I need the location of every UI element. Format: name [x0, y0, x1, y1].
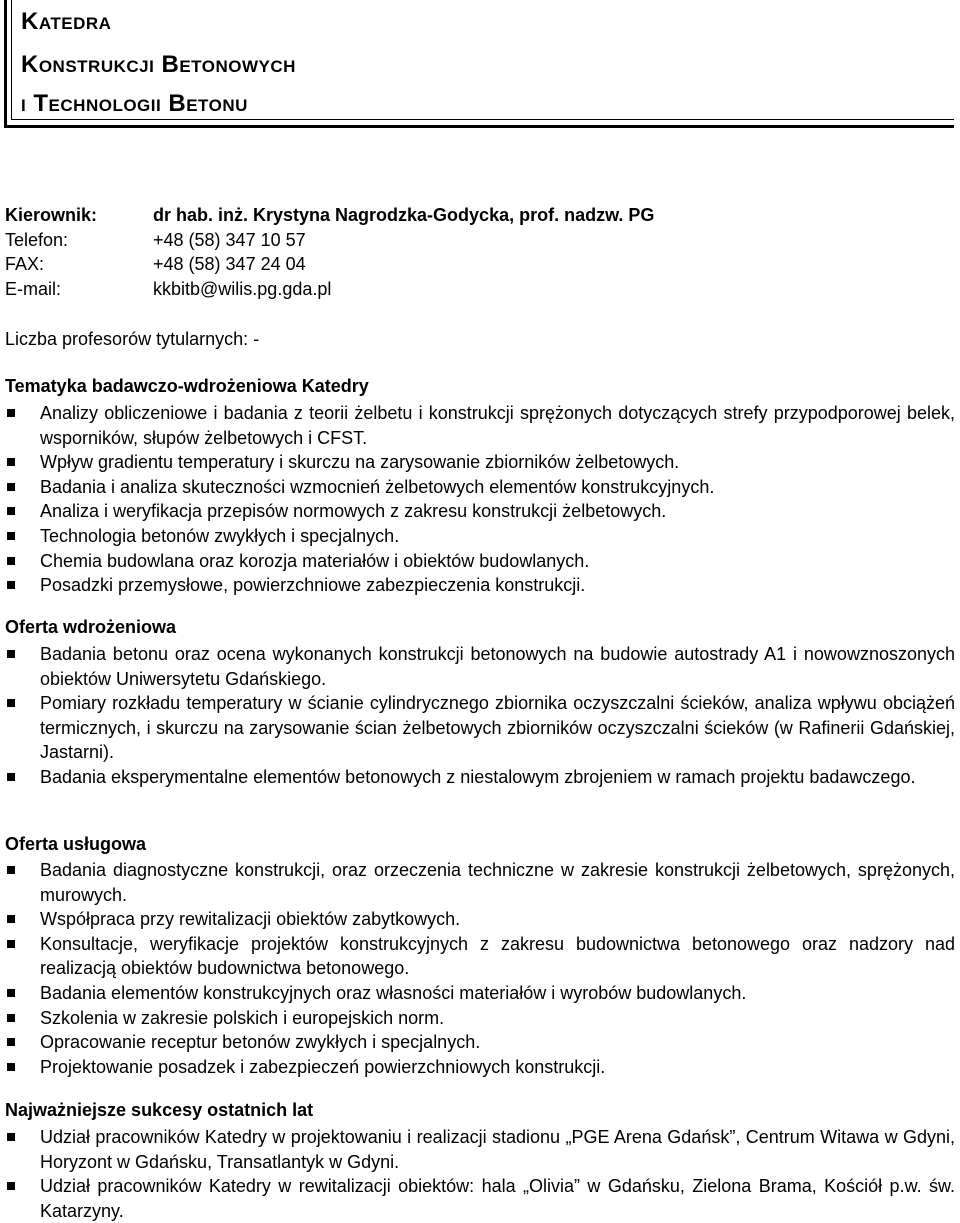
section-heading-implementation: Oferta wdrożeniowa — [5, 617, 177, 637]
bullet-icon — [7, 532, 15, 540]
bullet-icon — [7, 1133, 15, 1141]
bullet-icon — [7, 581, 15, 589]
list-item: Badania eksperymentalne elementów betonowych z niestalowym zbrojeniem w ramach projektu badawczego. — [0, 765, 955, 790]
bullet-icon — [7, 650, 15, 658]
list-item: Badania elementów konstrukcyjnych oraz własności materiałów i wyrobów budowlanych. — [0, 981, 955, 1006]
bullet-icon — [7, 483, 15, 491]
bullet-icon — [7, 989, 15, 997]
bullet-icon — [7, 1182, 15, 1190]
section-list-implementation — [0, 642, 955, 790]
bullet-icon — [7, 409, 15, 417]
list-item: Udział pracowników Katedry w rewitalizacji obiektów: hala „Olivia” w Gdańsku, Zielona Brama, Kościół p.w. św. Katarzyny. — [0, 1174, 955, 1223]
bullet-icon — [7, 1038, 15, 1046]
bullet-icon — [7, 1014, 15, 1022]
fax-value: +48 (58) 347 24 04 — [153, 254, 306, 274]
contact-email — [5, 279, 331, 300]
bullet-icon — [7, 557, 15, 565]
list-item: Wpływ gradientu temperatury i skurczu na zarysowanie zbiorników żelbetowych. — [0, 450, 955, 475]
title-block — [4, 0, 954, 128]
section-heading-successes: Najważniejsze sukcesy ostatnich lat — [5, 1100, 314, 1120]
email-value[interactable]: kkbitb@wilis.pg.gda.pl — [153, 279, 332, 299]
list-item: Szkolenia w zakresie polskich i europejskich norm. — [0, 1006, 955, 1031]
section-heading-research: Tematyka badawczo-wdrożeniowa Katedry — [5, 376, 369, 396]
section-list-services — [0, 858, 955, 1079]
bullet-icon — [7, 940, 15, 948]
fax-label: FAX: — [5, 254, 45, 274]
list-item: Analiza i weryfikacja przepisów normowych z zakresu konstrukcji żelbetowych. — [0, 499, 955, 524]
section-heading-services: Oferta usługowa — [5, 834, 147, 854]
bullet-icon — [7, 458, 15, 466]
list-item: Technologia betonów zwykłych i specjalnych. — [0, 524, 955, 549]
list-item: Badania betonu oraz ocena wykonanych konstrukcji betonowych na budowie autostrady A1 i nowowznoszonych obiektów Uniwersytetu Gdańskiego. — [0, 642, 955, 691]
contact-head — [5, 205, 654, 226]
list-item: Pomiary rozkładu temperatury w ścianie cylindrycznego zbiornika oczyszczalni ścieków, analiza wpływu obciążeń termicznych, i skurczu na zarysowanie ścian żelbetowych zbiorników oczyszczalni ścieków (w Rafinerii Gdańskiej, Jastarni). — [0, 691, 955, 765]
phone-label: Telefon: — [5, 230, 69, 250]
bullet-icon — [7, 1063, 15, 1071]
title-line-3: i Technologii Betonu — [21, 90, 248, 117]
bullet-icon — [7, 915, 15, 923]
contact-phone — [5, 230, 306, 251]
bullet-icon — [7, 773, 15, 781]
bullet-icon — [7, 866, 15, 874]
list-item: Konsultacje, weryfikacje projektów konstrukcyjnych z zakresu budownictwa betonowego oraz nadzory nad realizacją obiektów budownictwa betonowego. — [0, 932, 955, 981]
list-item: Projektowanie posadzek i zabezpieczeń powierzchniowych konstrukcji. — [0, 1055, 955, 1080]
section-list-research — [0, 401, 955, 598]
contact-fax — [5, 254, 306, 275]
list-item: Chemia budowlana oraz korozja materiałów i obiektów budowlanych. — [0, 549, 955, 574]
list-item: Badania i analiza skuteczności wzmocnień żelbetowych elementów konstrukcyjnych. — [0, 475, 955, 500]
list-item: Współpraca przy rewitalizacji obiektów zabytkowych. — [0, 907, 955, 932]
list-item: Analizy obliczeniowe i badania z teorii żelbetu i konstrukcji sprężonych dotyczących strefy przypodporowej belek, wsporników, słupów żelbetowych i CFST. — [0, 401, 955, 450]
bullet-icon — [7, 699, 15, 707]
bullet-icon — [7, 507, 15, 515]
phone-value: +48 (58) 347 10 57 — [153, 230, 306, 250]
section-list-successes — [0, 1125, 955, 1223]
title-line-2: Konstrukcji Betonowych — [21, 51, 296, 78]
list-item: Badania diagnostyczne konstrukcji, oraz orzeczenia techniczne w zakresie konstrukcji żelbetowych, sprężonych, murowych. — [0, 858, 955, 907]
title-line-1: Katedra — [21, 8, 112, 35]
head-value: dr hab. inż. Krystyna Nagrodzka-Godycka, prof. nadzw. PG — [153, 205, 655, 225]
professors-count: Liczba profesorów tytularnych: - — [5, 329, 260, 349]
list-item: Posadzki przemysłowe, powierzchniowe zabezpieczenia konstrukcji. — [0, 573, 955, 598]
list-item: Udział pracowników Katedry w projektowaniu i realizacji stadionu „PGE Arena Gdańsk”, Centrum Witawa w Gdyni, Horyzont w Gdańsku, Transatlantyk w Gdyni. — [0, 1125, 955, 1174]
list-item: Opracowanie receptur betonów zwykłych i specjalnych. — [0, 1030, 955, 1055]
email-label: E-mail: — [5, 279, 62, 299]
head-label: Kierownik: — [5, 205, 98, 225]
